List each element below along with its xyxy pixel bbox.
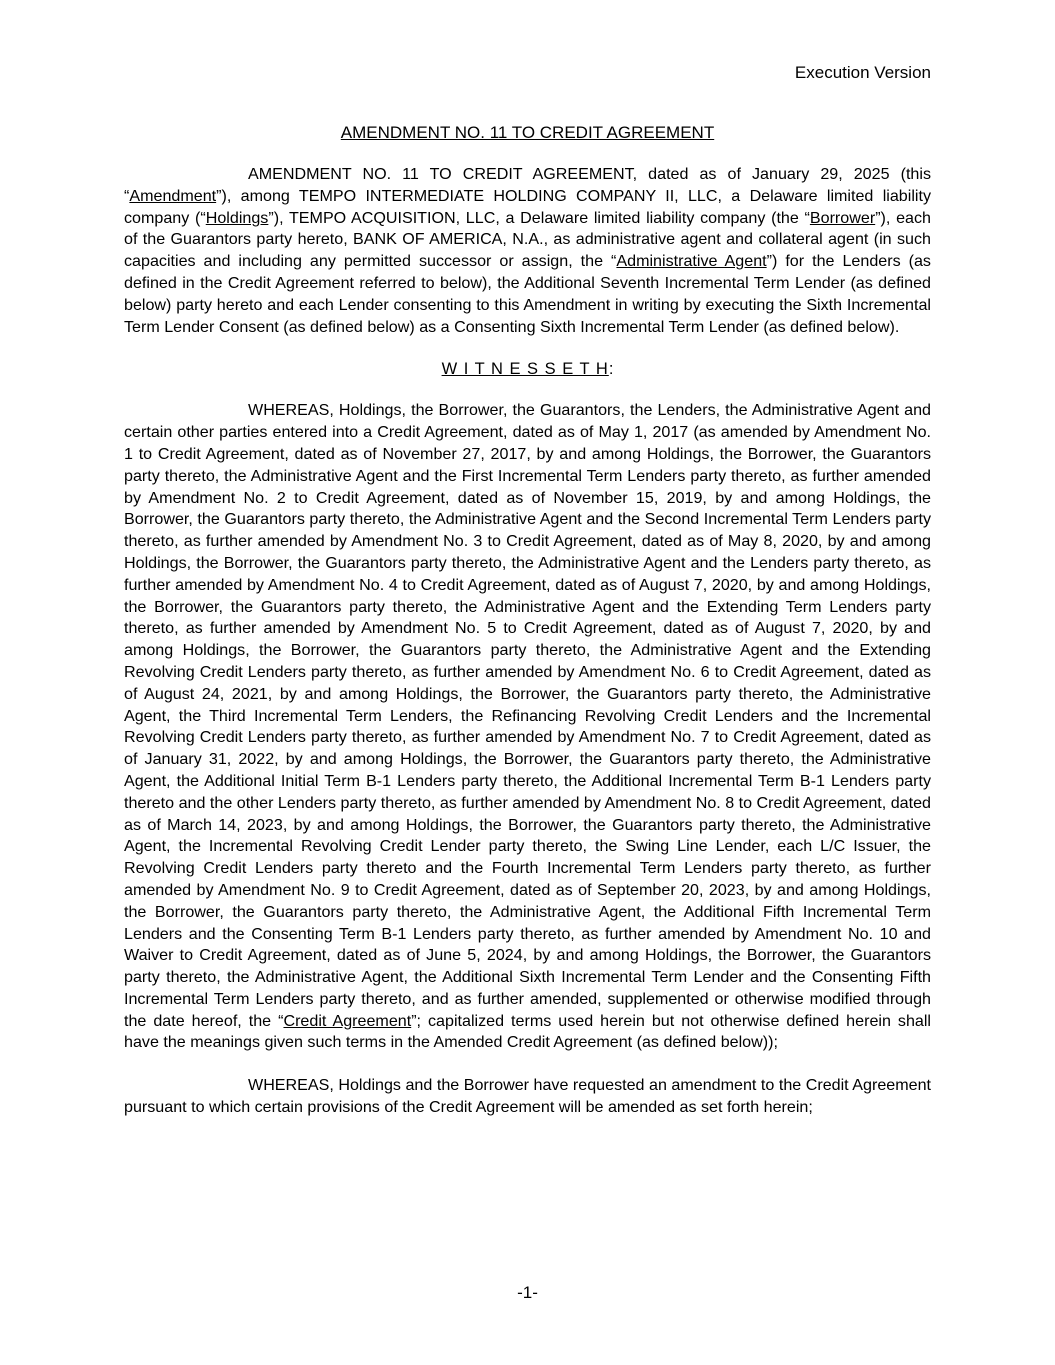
witnesseth-colon: : <box>608 360 614 379</box>
whereas-2-text: WHEREAS, Holdings and the Borrower have requested an amendment to the Credit Agreement pursuant to which certain provisions of the Credit Agreement will be amended as set forth herein; <box>124 1076 931 1117</box>
defined-term-holdings: Holdings <box>205 208 269 227</box>
page-number: -1- <box>517 1283 538 1302</box>
intro-text-4: ”), each of the Guarantors party hereto, BANK OF AMERICA, N.A., as administrative agent and collateral agent (in such capacities and including any permitted successor or assign, the “ <box>124 208 931 271</box>
whereas-paragraph-1 <box>124 400 931 1054</box>
intro-text-3: ”), TEMPO ACQUISITION, LLC, a Delaware limited liability company (the “ <box>268 208 810 227</box>
defined-term-credit-agreement: Credit Agreement <box>283 1011 412 1030</box>
document-title: AMENDMENT NO. 11 TO CREDIT AGREEMENT <box>340 123 715 142</box>
whereas-paragraph-2 <box>124 1075 931 1119</box>
execution-version-label: Execution Version <box>794 63 931 82</box>
whereas-1-text-2: ”; capitalized terms used herein but not otherwise defined herein shall have the meanings given such terms in the Amended Credit Agreement (as defined below)); <box>124 1011 931 1052</box>
witnesseth-word: W I T N E S S E T H <box>441 360 609 379</box>
defined-term-amendment: Amendment <box>129 186 217 205</box>
intro-paragraph <box>124 164 931 338</box>
intro-text-2: ”), among TEMPO INTERMEDIATE HOLDING COMPANY II, LLC, a Delaware limited liability company (“ <box>124 186 931 227</box>
whereas-1-text-1: WHEREAS, Holdings, the Borrower, the Guarantors, the Lenders, the Administrative Agent and certain other parties entered into a Credit Agreement, dated as of May 1, 2017 (as amended by Amendment No. 1 to Credit Agreement, dated as of November 27, 2017, by and among Holdings, the Borrower, the Guarantors party thereto, the Administrative Agent and the First Incremental Term Lenders party thereto, as further amended by Amendment No. 2 to Credit Agreement, dated as of November 15, 2019, by and among Holdings, the Borrower, the Guarantors party thereto, the Administrative Agent and the Second Incremental Term Lenders party thereto, as further amended by Amendment No. 3 to Credit Agreement, dated as of May 8, 2020, by and among Holdings, the Borrower, the Guarantors party thereto, the Administrative Agent and the Lenders party thereto, as further amended by Amendment No. 4 to Credit Agreement, dated as of August 7, 2020, by and among Holdings, the Borrower, the Guarantors party thereto, the Administrative Agent and the Extending Term Lenders party thereto, as further amended by Amendment No. 5 to Credit Agreement, dated as of August 7, 2020, by and among Holdings, the Borrower, the Guarantors party thereto, the Administrative Agent and the Extending Revolving Credit Lenders party thereto, as further amended by Amendment No. 6 to Credit Agreement, dated as of August 24, 2021, by and among Holdings, the Borrower, the Guarantors party thereto, the Administrative Agent, the Third Incremental Term Lenders, the Refinancing Revolving Credit Lenders and the Incremental Revolving Credit Lenders party thereto, as further amended by Amendment No. 7 to Credit Agreement, dated as of January 31, 2022, by and among Holdings, the Borrower, the Guarantors party thereto, the Administrative Agent, the Additional Initial Term B-1 Lenders party thereto, the Additional Incremental Term B-1 Lenders party thereto and the other Lenders party thereto, as further amended by Amendment No. 8 to Credit Agreement, dated as of March 14, 2023, by and among Holdings, the Borrower, the Guarantors party thereto, the Administrative Agent, the Incremental Revolving Credit Lender party thereto, the Swing Line Lender, each L/C Issuer, the Revolving Credit Lenders party thereto and the Fourth Incremental Term Lenders party thereto, as further amended by Amendment No. 9 to Credit Agreement, dated as of September 20, 2023, by and among Holdings, the Borrower, the Guarantors party thereto, the Administrative Agent, the Additional Fifth Incremental Term Lenders and the Consenting Term B-1 Lenders party thereto, as further amended by Amendment No. 10 and Waiver to Credit Agreement, dated as of June 5, 2024, by and among Holdings, the Borrower, the Guarantors party thereto, the Administrative Agent, the Additional Sixth Incremental Term Lender and the Consenting Fifth Incremental Term Lenders party thereto, and as further amended, supplemented or otherwise modified through the date hereof, the “ <box>124 401 931 1030</box>
intro-text-5: ”) for the Lenders (as defined in the Credit Agreement referred to below), the Additional Seventh Incremental Term Lender (as defined below) party hereto and each Lender consenting to this Amendment in writing by executing the Sixth Incremental Term Lender Consent (as defined below) as a Consenting Sixth Incremental Term Lender (as defined below). <box>124 252 931 336</box>
defined-term-borrower: Borrower <box>809 208 876 227</box>
document-page <box>124 60 931 1119</box>
defined-term-administrative-agent: Administrative Agent <box>616 252 767 271</box>
intro-text-1: AMENDMENT NO. 11 TO CREDIT AGREEMENT, dated as of January 29, 2025 (this “ <box>124 165 931 205</box>
witnesseth-heading <box>124 358 931 380</box>
